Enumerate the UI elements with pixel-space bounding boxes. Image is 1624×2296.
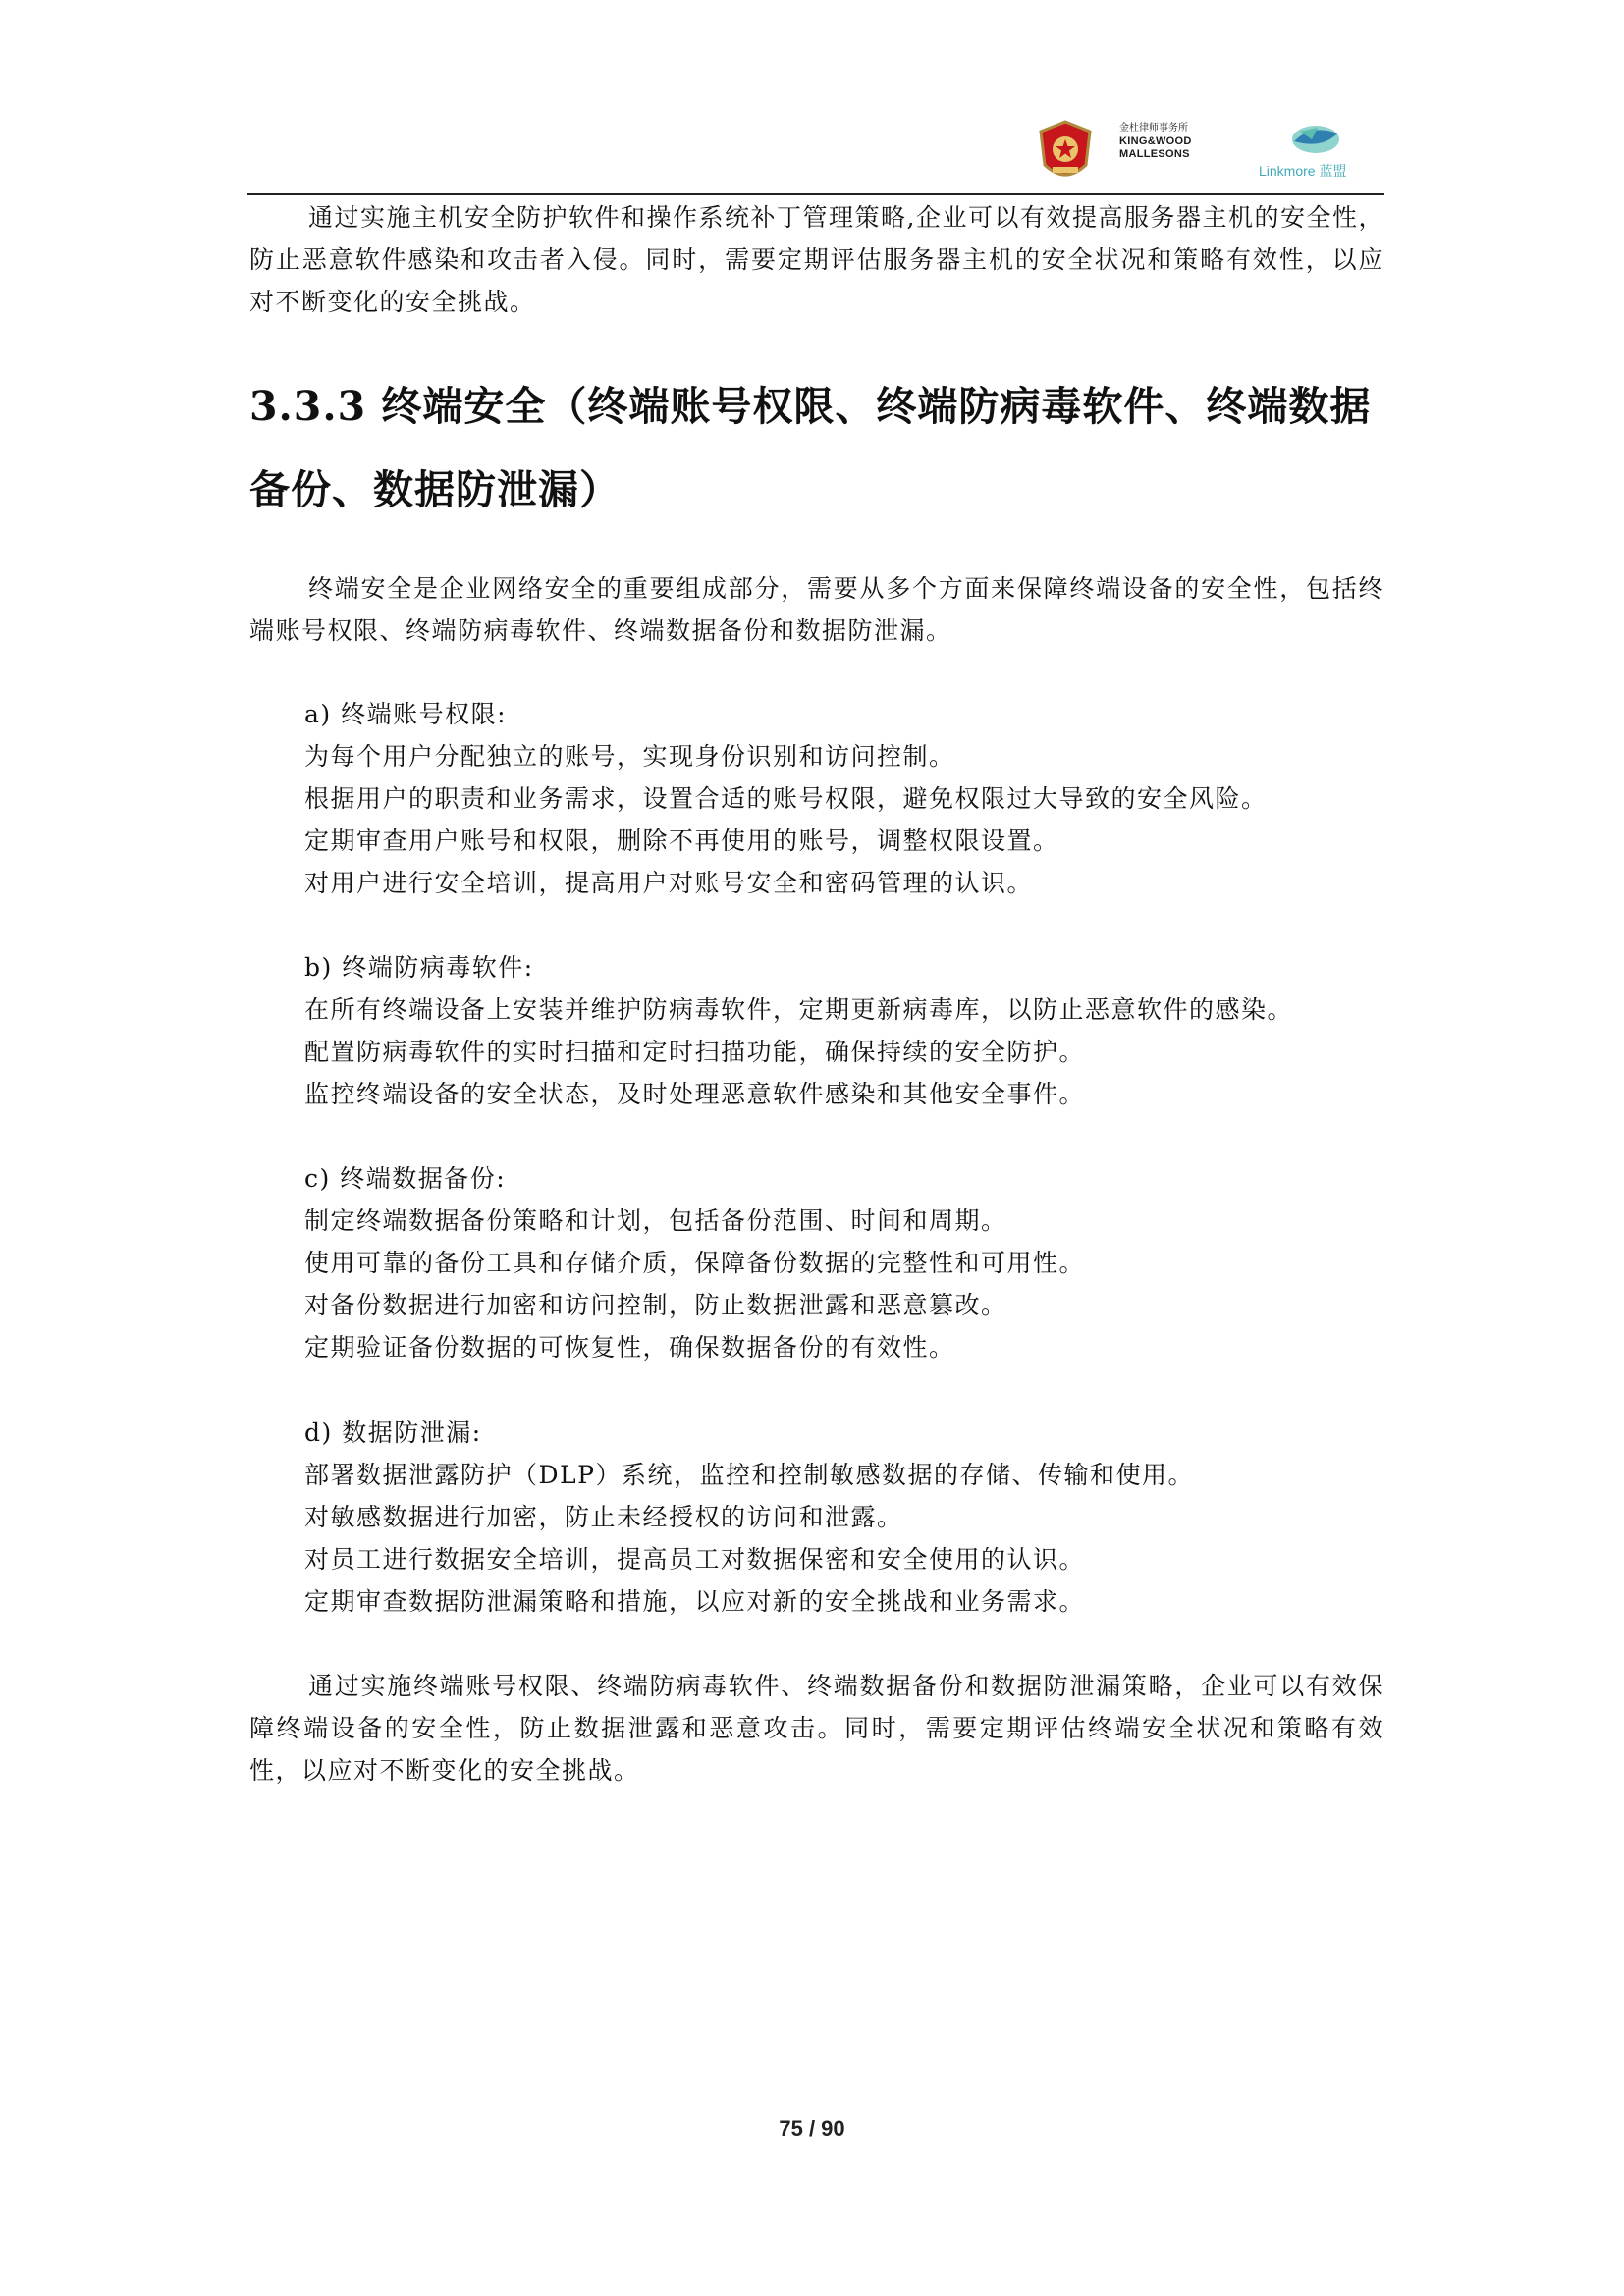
subsection-data-backup (304, 1157, 1384, 1368)
list-item: 对用户进行安全培训，提高用户对账号安全和密码管理的认识。 (304, 869, 1034, 897)
list-item: 使用可靠的备份工具和存储介质，保障备份数据的完整性和可用性。 (304, 1249, 1086, 1277)
list-item: 在所有终端设备上安装并维护防病毒软件，定期更新病毒库，以防止恶意软件的感染。 (304, 995, 1294, 1024)
subsection-title: a) 终端账号权限: (304, 700, 508, 728)
page-header (247, 116, 1384, 194)
list-item: 定期验证备份数据的可恢复性，确保数据备份的有效性。 (304, 1333, 955, 1362)
kwm-logo-en-1: KING&WOOD (1119, 135, 1192, 147)
subsection-title: b) 终端防病毒软件: (304, 953, 534, 982)
kwm-logo-en-2: MALLESONS (1119, 148, 1190, 160)
subsection-antivirus (304, 946, 1384, 1115)
subsection-dlp (304, 1412, 1384, 1623)
list-item: 配置防病毒软件的实时扫描和定时扫描功能，确保持续的安全防护。 (304, 1038, 1086, 1066)
list-item: 对备份数据进行加密和访问控制，防止数据泄露和恶意篡改。 (304, 1291, 1007, 1319)
subsection-title: c) 终端数据备份: (304, 1164, 507, 1193)
linkmore-logo (1259, 120, 1377, 188)
list-item: 监控终端设备的安全状态，及时处理恶意软件感染和其他安全事件。 (304, 1080, 1086, 1108)
list-item: 定期审查用户账号和权限，删除不再使用的账号，调整权限设置。 (304, 827, 1059, 855)
linkmore-globe-icon (1278, 120, 1347, 159)
page-number: 75 / 90 (779, 2116, 845, 2141)
linkmore-logo-text: Linkmore 蓝盟 (1259, 163, 1347, 179)
header-rule (247, 193, 1384, 195)
kwm-logo-cn: 金杜律师事务所 (1119, 123, 1188, 133)
list-item: 根据用户的职责和业务需求，设置合适的账号权限，避免权限过大导致的安全风险。 (304, 784, 1268, 813)
intro-paragraph: 通过实施主机安全防护软件和操作系统补丁管理策略,企业可以有效提高服务器主机的安全性，防止恶意软件感染和攻击者入侵。同时，需要定期评估服务器主机的安全状况和策略有效性，以应对不断变化的安全挑战。 (249, 203, 1384, 316)
list-item: 部署数据泄露防护（DLP）系统，监控和控制敏感数据的存储、传输和使用。 (304, 1461, 1194, 1489)
section-intro-paragraph: 终端安全是企业网络安全的重要组成部分，需要从多个方面来保障终端设备的安全性，包括终端账号权限、终端防病毒软件、终端数据备份和数据防泄漏。 (249, 574, 1384, 645)
list-item: 为每个用户分配独立的账号，实现身份识别和访问控制。 (304, 742, 955, 771)
police-emblem-logo (1037, 120, 1094, 187)
list-item: 制定终端数据备份策略和计划，包括备份范围、时间和周期。 (304, 1206, 1007, 1235)
list-item: 定期审查数据防泄漏策略和措施，以应对新的安全挑战和业务需求。 (304, 1587, 1086, 1616)
kwm-logo (1119, 122, 1227, 161)
subsection-title: d) 数据防泄漏: (304, 1418, 482, 1447)
closing-paragraph: 通过实施终端账号权限、终端防病毒软件、终端数据备份和数据防泄漏策略，企业可以有效保障终端设备的安全性，防止数据泄露和恶意攻击。同时，需要定期评估终端安全状况和策略有效性，以应对不断变化的安全挑战。 (249, 1672, 1384, 1785)
subsection-account-permissions (304, 693, 1384, 904)
list-item: 对敏感数据进行加密，防止未经授权的访问和泄露。 (304, 1503, 903, 1531)
list-item: 对员工进行数据安全培训，提高员工对数据保密和安全使用的认识。 (304, 1545, 1086, 1574)
section-heading: 3.3.3 终端安全（终端账号权限、终端防病毒软件、终端数据备份、数据防泄漏） (249, 383, 1372, 513)
